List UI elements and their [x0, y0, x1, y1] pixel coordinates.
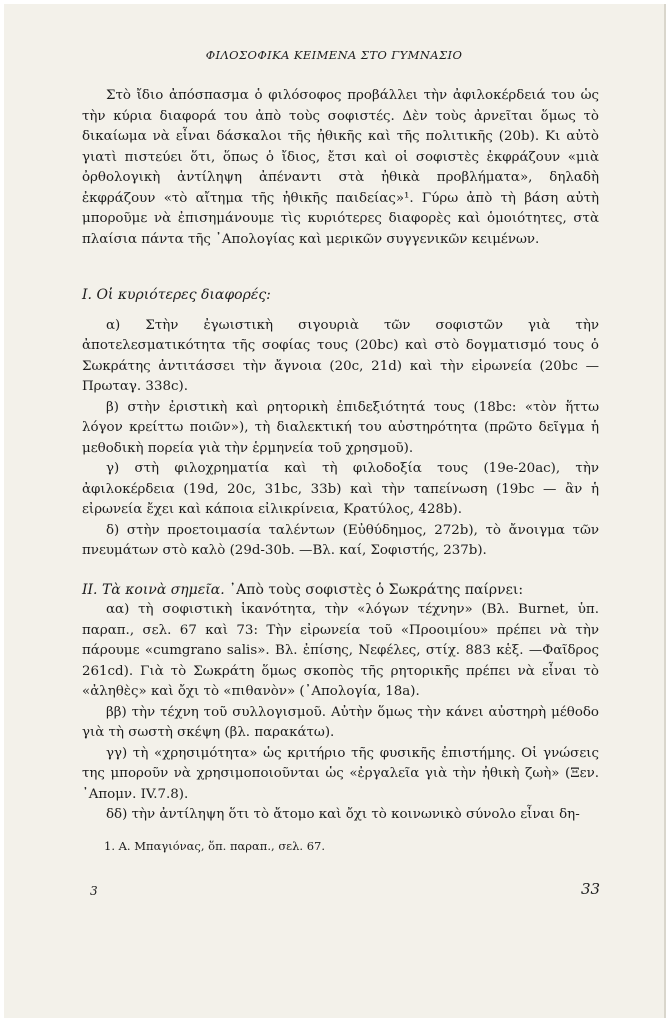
section-1-item: β) στὴν ἐριστικὴ καὶ ρητορικὴ ἐπιδεξιότητά τους (18bc: «τὸν ἥττω λόγον κρείττω ποιῶν»), τὴ διαλεκτική του αὐστηρότητα (πρῶτο δεῖγμα ἡ μεθοδικὴ πορεία γιὰ τὴν ἑρμηνεία τοῦ χρησμοῦ).	[82, 399, 599, 456]
section-2-lead: ᾿Απὸ τοὺς σοφιστὲς ὁ Σωκράτης παίρνει:	[229, 581, 524, 598]
section-1-item: δ) στὴν προετοιμασία ταλέντων (Εὐθύδημος, 272b), τὸ ἄνοιγμα τῶν πνευμάτων στὸ καλὸ (29d-30b. —Βλ. καί, Σοφιστής, 237b).	[82, 522, 599, 558]
page-body	[82, 86, 599, 826]
footnote: 1. Α. Μπαγιόνας, ὅπ. παραπ., σελ. 67.	[104, 839, 326, 853]
section-2-item: γγ) τὴ «χρησιμότητα» ὡς κριτήριο τῆς φυσικῆς ἐπιστήμης. Οἱ γνώσεις της μποροῦν νὰ χρησιμοποιοῦνται ὡς «ἐργαλεῖα γιὰ τὴν ἠθικὴ ζωὴ» (Ξεν. ᾿Απομν. IV.7.8).	[82, 745, 599, 802]
running-header: ΦΙΛΟΣΟΦΙΚΑ ΚΕΙΜΕΝΑ ΣΤΟ ΓΥΜΝΑΣΙΟ	[205, 48, 463, 62]
section-1-number: Ι.	[82, 287, 92, 303]
book-page	[4, 4, 666, 1018]
section-2-title: Τὰ κοινὰ σημεῖα.	[101, 581, 225, 598]
printer-signature: 3	[90, 884, 98, 898]
section-1-title: Οἱ κυριότερες διαφορές:	[96, 287, 271, 303]
section-1-item: γ) στὴ φιλοχρηματία καὶ τὴ φιλοδοξία τους (19e-20ac), τὴν ἀφιλοκέρδεια (19d, 20c, 31bc, 33b) καὶ τὴν ταπείνωση (19bc — ἂν ἡ εἰρωνεία ἔχει καὶ κάποια εἰλικρίνεια, Κρατύλος, 428b).	[82, 461, 599, 517]
section-1-heading	[82, 285, 599, 306]
section-2-item: ββ) τὴν τέχνη τοῦ συλλογισμοῦ. Αὐτὴν ὅμως τὴν κάνει αὐστηρὴ μέθοδο γιὰ τὴ σωστὴ σκέψη (βλ. παρακάτω).	[82, 704, 599, 740]
section-2-number: ΙΙ.	[82, 581, 98, 598]
section-2-heading	[82, 580, 599, 601]
section-2-item: δδ) τὴν ἀντίληψη ὅτι τὸ ἄτομο καὶ ὄχι τὸ κοινωνικὸ σύνολο εἶναι δη-	[106, 807, 580, 822]
intro-paragraph: Στὸ ἴδιο ἀπόσπασμα ὁ φιλόσοφος προβάλλει τὴν ἀφιλοκέρδειά του ὡς τὴν κύρια διαφορά του ἀπὸ τοὺς σοφιστές. Δὲν τοὺς ἀρνεῖται ὅμως τὸ δικαίωμα νὰ εἶναι δάσκαλοι τῆς ἠθικῆς καὶ τῆς πολιτικῆς (20b). Κι αὐτὸ γιατὶ πιστεύει ὅτι, ὅπως ὁ ἴδιος, ἔτσι καὶ οἱ σοφιστὲς ἐκφράζουν «μιὰ ὀρθολογικὴ ἀντίληψη ἀπέναντι στὰ ἠθικὰ προβλήματα», δηλαδὴ ἐκφράζουν «τὸ αἴτημα τῆς ἠθικῆς παιδείας»¹. Γύρω ἀπὸ τὴ βάση αὐτὴ μποροῦμε νὰ ἐπισημάνουμε τὶς κυριότερες διαφορὲς καὶ ὁμοιότητες, στὰ πλαίσια πάντα τῆς ᾿Απολογίας καὶ μερικῶν συγγενικῶν κειμένων.	[82, 88, 599, 247]
section-2-item: αα) τὴ σοφιστικὴ ἱκανότητα, τὴν «λόγων τέχνην» (Βλ. Burnet, ὑπ. παραπ., σελ. 67 καὶ 73: Τὴν εἰρωνεία τοῦ «Προοιμίου» πρέπει νὰ τὴν πάρουμε «cumgrano salis». Βλ. ἐπίσης, Νεφέλες, στίχ. 883 κἑξ. —Φαῖδρος 261cd). Γιὰ τὸ Σωκράτη ὅμως σκοπὸς τῆς ρητορικῆς πρέπει νὰ εἶναι τὸ «ἀληθὲς» καὶ ὄχι τὸ «πιθανὸν» (᾿Απολογία, 18a).	[82, 602, 599, 699]
page-number: 33	[581, 880, 601, 898]
section-1-item: α) Στὴν ἐγωιστικὴ σιγουριὰ τῶν σοφιστῶν γιὰ τὴν ἀποτελεσματικότητα τῆς σοφίας τους (20bc) καὶ στὸ δογματισμό τους ὁ Σωκράτης ἀντιτάσσει τὴν ἄγνοια (20c, 21d) καὶ τὴν εἰρωνεία (20bc — Πρωταγ. 338c).	[82, 317, 599, 394]
